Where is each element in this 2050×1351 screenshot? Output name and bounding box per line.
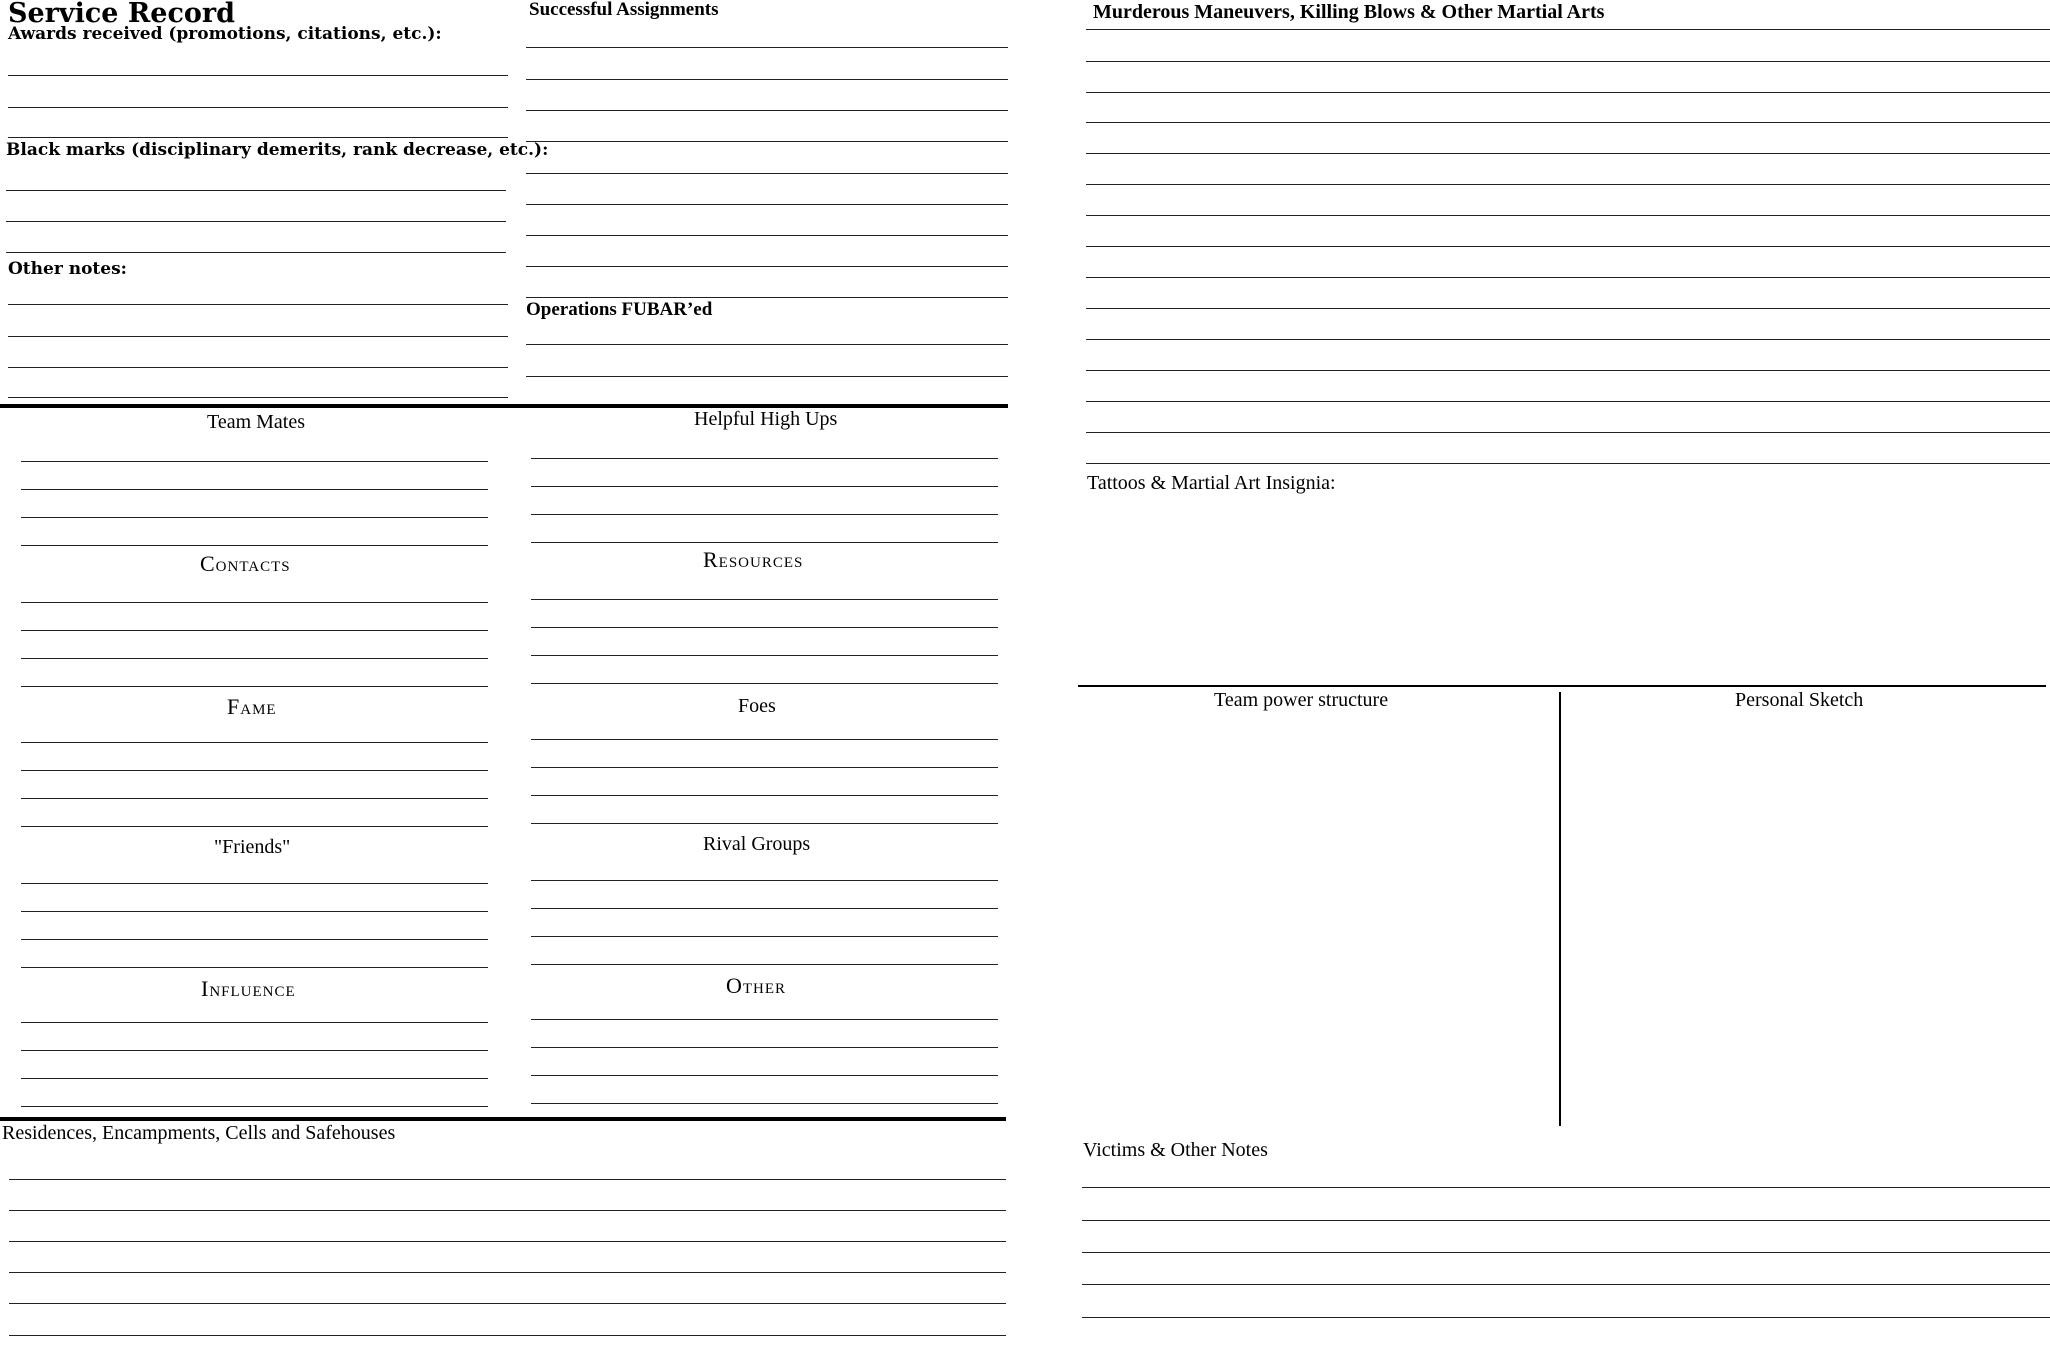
team-mates-line[interactable]	[21, 489, 488, 490]
sketch-top-border	[1078, 685, 2046, 687]
martial-arts-line[interactable]	[1086, 277, 2050, 278]
martial-arts-line[interactable]	[1086, 246, 2050, 247]
successful-assignments-label: Successful Assignments	[529, 0, 719, 20]
service-record-title: Service Record	[8, 0, 236, 29]
other-notes-line[interactable]	[8, 397, 508, 398]
helpful-high-ups-line[interactable]	[531, 514, 998, 515]
personal-sketch-area[interactable]	[1564, 716, 2044, 1124]
foes-line[interactable]	[531, 823, 998, 824]
section-divider	[0, 404, 1008, 408]
friends-line[interactable]	[21, 911, 488, 912]
friends-line[interactable]	[21, 967, 488, 968]
victims-line[interactable]	[1082, 1284, 2050, 1285]
influence-line[interactable]	[21, 1078, 488, 1079]
black-marks-line[interactable]	[6, 221, 506, 222]
influence-line[interactable]	[21, 1022, 488, 1023]
rival-groups-line[interactable]	[531, 880, 998, 881]
tattoos-label: Tattoos & Martial Art Insignia:	[1087, 472, 1336, 494]
successful-assignment-line[interactable]	[526, 79, 1008, 80]
successful-assignment-line[interactable]	[526, 110, 1008, 111]
resources-line[interactable]	[531, 599, 998, 600]
team-mates-line[interactable]	[21, 545, 488, 546]
helpful-high-ups-line[interactable]	[531, 542, 998, 543]
team-power-structure-label: Team power structure	[1214, 689, 1389, 711]
other-line[interactable]	[531, 1075, 998, 1076]
successful-assignment-line[interactable]	[526, 297, 1008, 298]
awards-line[interactable]	[8, 137, 508, 138]
team-mates-line[interactable]	[21, 461, 488, 462]
successful-assignment-line[interactable]	[526, 47, 1008, 48]
contacts-line[interactable]	[21, 630, 488, 631]
resources-line[interactable]	[531, 627, 998, 628]
residences-line[interactable]	[9, 1210, 1006, 1211]
helpful-high-ups-label: Helpful High Ups	[694, 408, 838, 430]
rival-groups-line[interactable]	[531, 964, 998, 965]
foes-line[interactable]	[531, 739, 998, 740]
residences-line[interactable]	[9, 1179, 1006, 1180]
other-line[interactable]	[531, 1019, 998, 1020]
fubared-line[interactable]	[526, 344, 1008, 345]
victims-line[interactable]	[1082, 1252, 2050, 1253]
rival-groups-label: Rival Groups	[703, 833, 811, 855]
black-marks-line[interactable]	[6, 190, 506, 191]
martial-arts-line[interactable]	[1086, 184, 2050, 185]
influence-line[interactable]	[21, 1050, 488, 1051]
other-line[interactable]	[531, 1047, 998, 1048]
residences-line[interactable]	[9, 1272, 1006, 1273]
fubared-line[interactable]	[526, 376, 1008, 377]
martial-arts-line[interactable]	[1086, 215, 2050, 216]
foes-label: Foes	[738, 695, 776, 717]
other-notes-line[interactable]	[8, 367, 508, 368]
fame-line[interactable]	[21, 742, 488, 743]
rival-groups-line[interactable]	[531, 908, 998, 909]
other-notes-line[interactable]	[8, 336, 508, 337]
friends-line[interactable]	[21, 939, 488, 940]
residences-line[interactable]	[9, 1303, 1006, 1304]
martial-arts-line[interactable]	[1086, 122, 2050, 123]
contacts-label: Contacts	[200, 551, 291, 576]
martial-arts-line[interactable]	[1086, 463, 2050, 464]
team-mates-line[interactable]	[21, 517, 488, 518]
other-notes-line[interactable]	[8, 304, 508, 305]
victims-label: Victims & Other Notes	[1083, 1139, 1268, 1161]
martial-arts-label: Murderous Maneuvers, Killing Blows & Other Martial Arts	[1093, 1, 1605, 23]
personal-sketch-label: Personal Sketch	[1735, 689, 1864, 711]
residences-line[interactable]	[9, 1335, 1006, 1336]
successful-assignment-line[interactable]	[526, 141, 1008, 142]
resources-label: Resources	[703, 547, 804, 572]
resources-line[interactable]	[531, 683, 998, 684]
martial-arts-line[interactable]	[1086, 153, 2050, 154]
operations-fubared-label: Operations FUBAR’ed	[526, 299, 713, 320]
victims-line[interactable]	[1082, 1187, 2050, 1188]
successful-assignment-line[interactable]	[526, 266, 1008, 267]
resources-line[interactable]	[531, 655, 998, 656]
contacts-line[interactable]	[21, 658, 488, 659]
martial-arts-line[interactable]	[1086, 370, 2050, 371]
helpful-high-ups-line[interactable]	[531, 486, 998, 487]
tattoos-drawing-area[interactable]	[1086, 500, 2046, 680]
successful-assignment-line[interactable]	[526, 204, 1008, 205]
martial-arts-line[interactable]	[1086, 401, 2050, 402]
martial-arts-line[interactable]	[1086, 308, 2050, 309]
fame-line[interactable]	[21, 798, 488, 799]
helpful-high-ups-line[interactable]	[531, 458, 998, 459]
fame-label: Fame	[227, 694, 277, 719]
foes-line[interactable]	[531, 767, 998, 768]
successful-assignment-line[interactable]	[526, 173, 1008, 174]
friends-line[interactable]	[21, 883, 488, 884]
successful-assignment-line[interactable]	[526, 235, 1008, 236]
victims-line[interactable]	[1082, 1317, 2050, 1318]
residences-line[interactable]	[9, 1241, 1006, 1242]
sketch-divider	[1559, 692, 1561, 1126]
foes-line[interactable]	[531, 795, 998, 796]
awards-label: Awards received (promotions, citations, etc.):	[8, 24, 442, 44]
other-line[interactable]	[531, 1103, 998, 1104]
fame-line[interactable]	[21, 770, 488, 771]
other-label: Other	[726, 973, 787, 998]
influence-label: Influence	[201, 976, 296, 1001]
team-mates-label: Team Mates	[207, 411, 306, 433]
martial-arts-line[interactable]	[1086, 29, 2050, 30]
influence-line[interactable]	[21, 1106, 488, 1107]
team-power-structure-area[interactable]	[1080, 716, 1556, 1124]
friends-label: "Friends"	[214, 836, 291, 858]
awards-line[interactable]	[8, 75, 508, 76]
martial-arts-line[interactable]	[1086, 432, 2050, 433]
section-divider	[0, 1117, 1006, 1121]
fame-line[interactable]	[21, 826, 488, 827]
rival-groups-line[interactable]	[531, 936, 998, 937]
black-marks-line[interactable]	[6, 252, 506, 253]
black-marks-label: Black marks (disciplinary demerits, rank decrease, etc.):	[6, 140, 549, 160]
other-notes-label: Other notes:	[8, 259, 127, 279]
residences-label: Residences, Encampments, Cells and Safehouses	[2, 1122, 396, 1144]
martial-arts-line[interactable]	[1086, 92, 2050, 93]
martial-arts-line[interactable]	[1086, 339, 2050, 340]
victims-line[interactable]	[1082, 1220, 2050, 1221]
awards-line[interactable]	[8, 107, 508, 108]
martial-arts-line[interactable]	[1086, 61, 2050, 62]
contacts-line[interactable]	[21, 602, 488, 603]
contacts-line[interactable]	[21, 686, 488, 687]
